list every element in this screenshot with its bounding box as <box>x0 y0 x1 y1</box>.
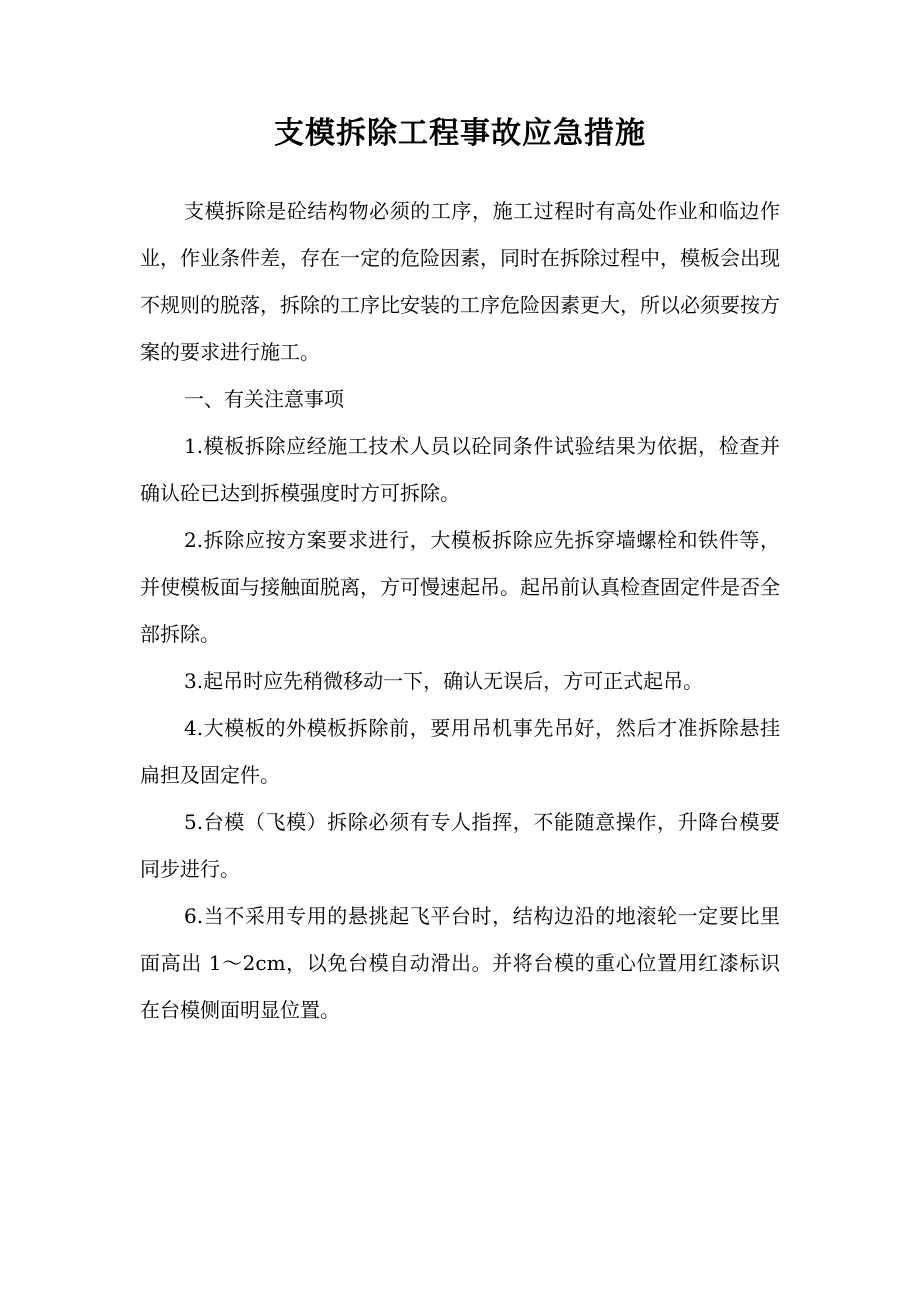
intro-paragraph: 支模拆除是砼结构物必须的工序，施工过程时有高处作业和临边作业，作业条件差，存在一定的危险因素，同时在拆除过程中，模板会出现不规则的脱落，拆除的工序比安装的工序危险因素更大，所以必须要按方案的要求进行施工。 <box>140 199 780 364</box>
item-3-paragraph: 3.起吊时应先稍微移动一下，确认无误后，方可正式起吊。 <box>184 669 704 693</box>
section-heading: 一、有关注意事项 <box>184 387 344 411</box>
document-title: 支模拆除工程事故应急措施 <box>274 116 646 151</box>
item-5-paragraph: 5.台模（飞模）拆除必须有专人指挥，不能随意操作，升降台模要同步进行。 <box>140 810 780 881</box>
item-1-paragraph: 1.模板拆除应经施工技术人员以砼同条件试验结果为依据，检查并确认砼已达到拆模强度时方可拆除。 <box>140 434 780 505</box>
item-2-paragraph: 2.拆除应按方案要求进行，大模板拆除应先拆穿墙螺栓和铁件等，并使模板面与接触面脱离，方可慢速起吊。起吊前认真检查固定件是否全部拆除。 <box>140 528 780 646</box>
item-6-paragraph: 6.当不采用专用的悬挑起飞平台时，结构边沿的地滚轮一定要比里面高出 1～2cm，以免台模自动滑出。并将台模的重心位置用红漆标识在台模侧面明显位置。 <box>140 904 780 1022</box>
document-body <box>140 188 780 1034</box>
item-4-paragraph: 4.大模板的外模板拆除前，要用吊机事先吊好，然后才准拆除悬挂扁担及固定件。 <box>140 716 780 787</box>
